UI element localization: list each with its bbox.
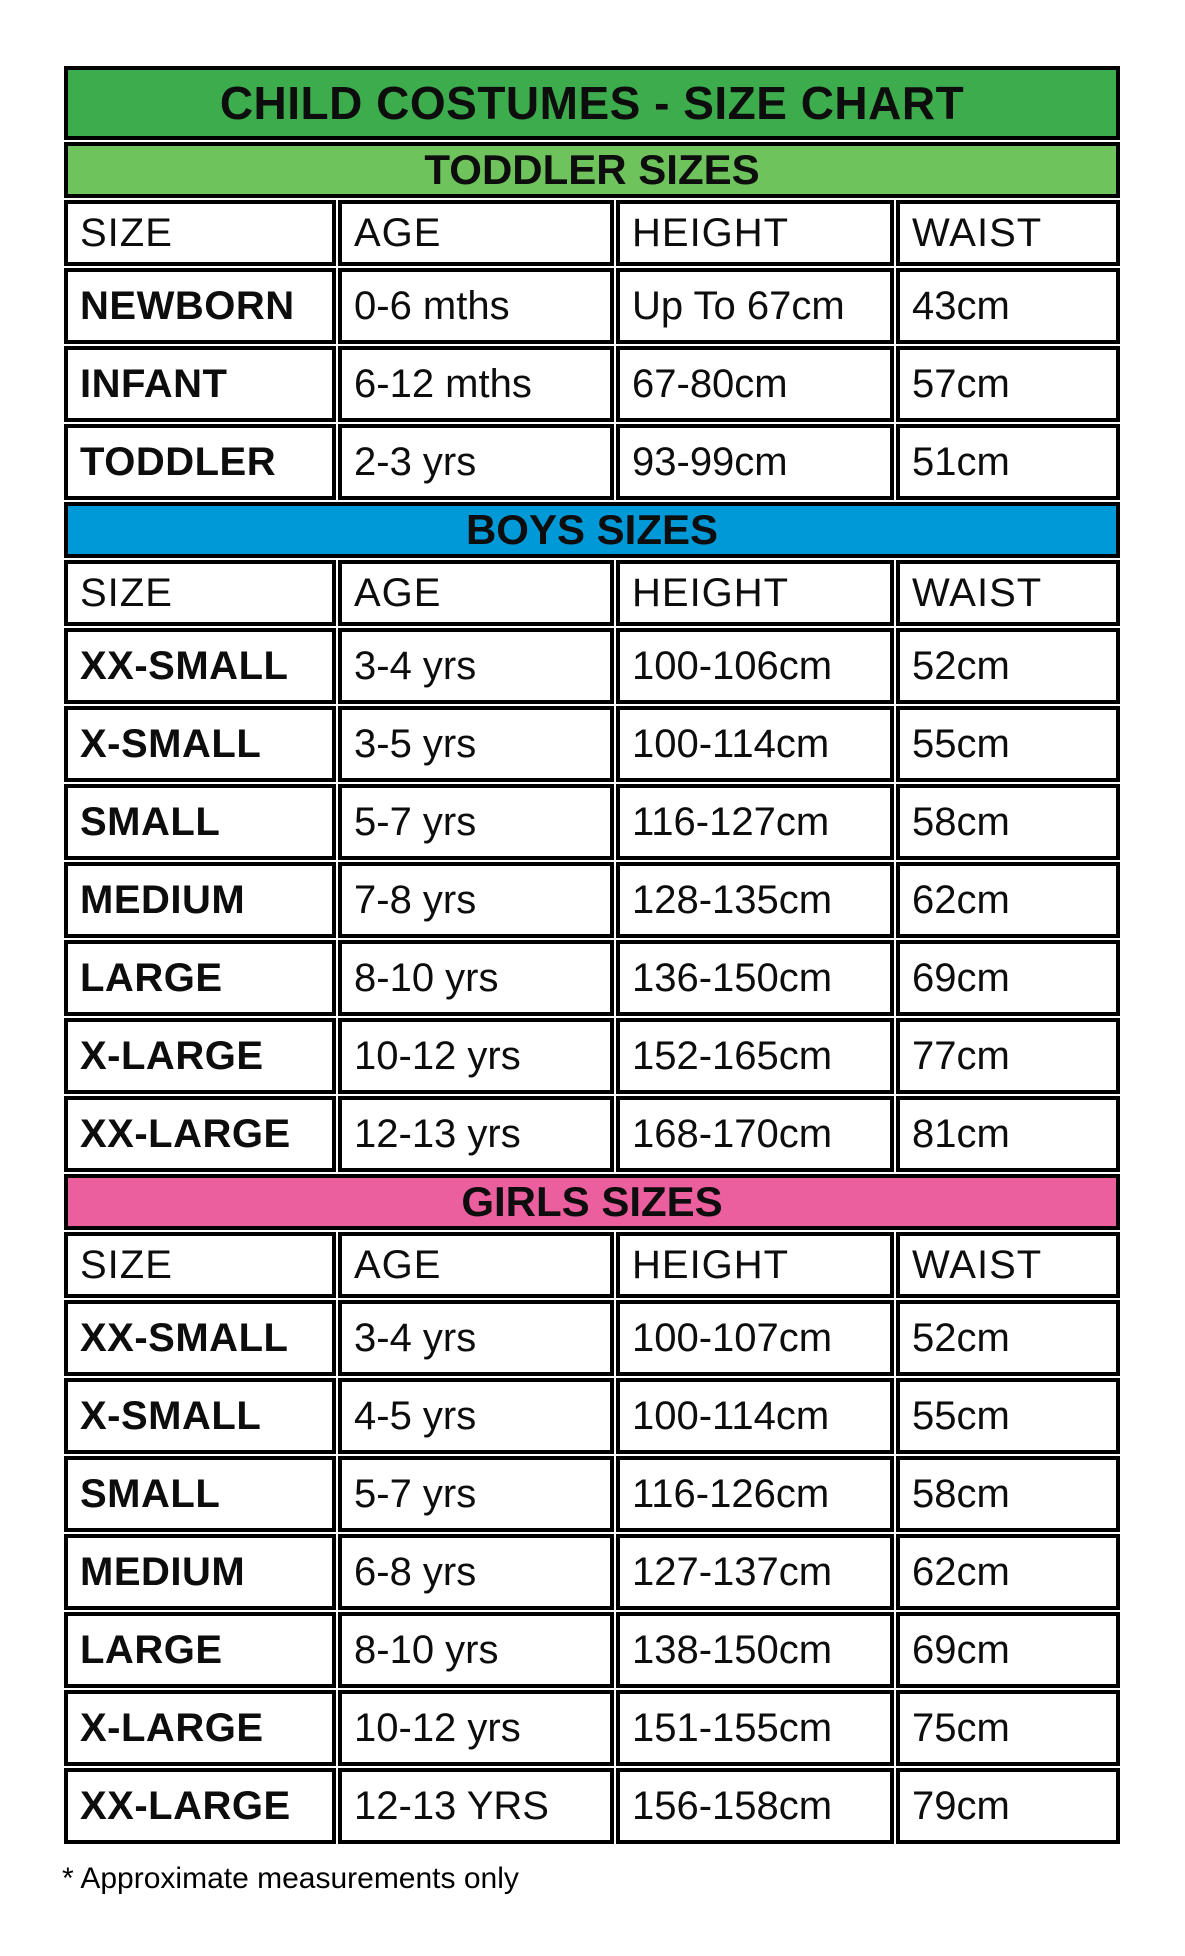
section-label-girls: GIRLS SIZES bbox=[64, 1174, 1120, 1230]
table-row bbox=[64, 424, 1120, 500]
size-cell: XX-LARGE bbox=[64, 1096, 336, 1172]
height-cell: 127-137cm bbox=[616, 1534, 894, 1610]
waist-cell: 62cm bbox=[896, 1534, 1120, 1610]
height-cell: 93-99cm bbox=[616, 424, 894, 500]
column-header-row bbox=[64, 1232, 1120, 1298]
column-header-waist: WAIST bbox=[896, 560, 1120, 626]
size-cell: TODDLER bbox=[64, 424, 336, 500]
height-cell: 138-150cm bbox=[616, 1612, 894, 1688]
table-row bbox=[64, 1456, 1120, 1532]
height-cell: 152-165cm bbox=[616, 1018, 894, 1094]
column-header-size: SIZE bbox=[64, 1232, 336, 1298]
age-cell: 4-5 yrs bbox=[338, 1378, 614, 1454]
table-row bbox=[64, 1300, 1120, 1376]
size-cell: SMALL bbox=[64, 1456, 336, 1532]
age-cell: 12-13 yrs bbox=[338, 1096, 614, 1172]
waist-cell: 75cm bbox=[896, 1690, 1120, 1766]
section-girls bbox=[64, 1174, 1120, 1844]
age-cell: 7-8 yrs bbox=[338, 862, 614, 938]
chart-title: CHILD COSTUMES - SIZE CHART bbox=[64, 66, 1120, 140]
age-cell: 8-10 yrs bbox=[338, 940, 614, 1016]
title-row bbox=[64, 66, 1120, 140]
age-cell: 2-3 yrs bbox=[338, 424, 614, 500]
table-row bbox=[64, 1768, 1120, 1844]
size-chart-table bbox=[62, 64, 1122, 1846]
table-row bbox=[64, 268, 1120, 344]
height-cell: 136-150cm bbox=[616, 940, 894, 1016]
waist-cell: 81cm bbox=[896, 1096, 1120, 1172]
column-header-row bbox=[64, 200, 1120, 266]
size-cell: INFANT bbox=[64, 346, 336, 422]
column-header-age: AGE bbox=[338, 1232, 614, 1298]
table-row bbox=[64, 1018, 1120, 1094]
size-cell: X-LARGE bbox=[64, 1690, 336, 1766]
table-row bbox=[64, 784, 1120, 860]
age-cell: 10-12 yrs bbox=[338, 1018, 614, 1094]
column-header-waist: WAIST bbox=[896, 1232, 1120, 1298]
size-cell: XX-SMALL bbox=[64, 628, 336, 704]
age-cell: 12-13 YRS bbox=[338, 1768, 614, 1844]
size-cell: XX-LARGE bbox=[64, 1768, 336, 1844]
size-cell: SMALL bbox=[64, 784, 336, 860]
table-row bbox=[64, 1096, 1120, 1172]
age-cell: 6-8 yrs bbox=[338, 1534, 614, 1610]
waist-cell: 79cm bbox=[896, 1768, 1120, 1844]
height-cell: 168-170cm bbox=[616, 1096, 894, 1172]
height-cell: 151-155cm bbox=[616, 1690, 894, 1766]
column-header-height: HEIGHT bbox=[616, 200, 894, 266]
table-row bbox=[64, 862, 1120, 938]
size-cell: X-LARGE bbox=[64, 1018, 336, 1094]
waist-cell: 55cm bbox=[896, 1378, 1120, 1454]
table-row bbox=[64, 346, 1120, 422]
section-band-row bbox=[64, 502, 1120, 558]
table-row bbox=[64, 1534, 1120, 1610]
height-cell: 156-158cm bbox=[616, 1768, 894, 1844]
age-cell: 8-10 yrs bbox=[338, 1612, 614, 1688]
column-header-age: AGE bbox=[338, 200, 614, 266]
waist-cell: 69cm bbox=[896, 1612, 1120, 1688]
section-label-boys: BOYS SIZES bbox=[64, 502, 1120, 558]
height-cell: 100-114cm bbox=[616, 1378, 894, 1454]
height-cell: 100-114cm bbox=[616, 706, 894, 782]
age-cell: 3-5 yrs bbox=[338, 706, 614, 782]
column-header-height: HEIGHT bbox=[616, 560, 894, 626]
waist-cell: 51cm bbox=[896, 424, 1120, 500]
waist-cell: 58cm bbox=[896, 1456, 1120, 1532]
height-cell: 67-80cm bbox=[616, 346, 894, 422]
age-cell: 5-7 yrs bbox=[338, 1456, 614, 1532]
height-cell: 116-126cm bbox=[616, 1456, 894, 1532]
section-toddler bbox=[64, 142, 1120, 500]
waist-cell: 52cm bbox=[896, 1300, 1120, 1376]
age-cell: 10-12 yrs bbox=[338, 1690, 614, 1766]
section-band-row bbox=[64, 1174, 1120, 1230]
section-band-row bbox=[64, 142, 1120, 198]
column-header-size: SIZE bbox=[64, 560, 336, 626]
size-cell: LARGE bbox=[64, 940, 336, 1016]
table-row bbox=[64, 1612, 1120, 1688]
size-cell: MEDIUM bbox=[64, 862, 336, 938]
age-cell: 3-4 yrs bbox=[338, 1300, 614, 1376]
height-cell: Up To 67cm bbox=[616, 268, 894, 344]
age-cell: 6-12 mths bbox=[338, 346, 614, 422]
table-row bbox=[64, 1378, 1120, 1454]
column-header-size: SIZE bbox=[64, 200, 336, 266]
waist-cell: 52cm bbox=[896, 628, 1120, 704]
waist-cell: 55cm bbox=[896, 706, 1120, 782]
size-cell: XX-SMALL bbox=[64, 1300, 336, 1376]
height-cell: 128-135cm bbox=[616, 862, 894, 938]
size-cell: X-SMALL bbox=[64, 706, 336, 782]
table-row bbox=[64, 940, 1120, 1016]
section-label-toddler: TODDLER SIZES bbox=[64, 142, 1120, 198]
size-cell: MEDIUM bbox=[64, 1534, 336, 1610]
waist-cell: 58cm bbox=[896, 784, 1120, 860]
age-cell: 5-7 yrs bbox=[338, 784, 614, 860]
title-section bbox=[64, 66, 1120, 140]
size-cell: NEWBORN bbox=[64, 268, 336, 344]
column-header-age: AGE bbox=[338, 560, 614, 626]
size-cell: X-SMALL bbox=[64, 1378, 336, 1454]
waist-cell: 57cm bbox=[896, 346, 1120, 422]
height-cell: 100-107cm bbox=[616, 1300, 894, 1376]
column-header-row bbox=[64, 560, 1120, 626]
table-row bbox=[64, 1690, 1120, 1766]
section-boys bbox=[64, 502, 1120, 1172]
table-row bbox=[64, 706, 1120, 782]
age-cell: 3-4 yrs bbox=[338, 628, 614, 704]
waist-cell: 77cm bbox=[896, 1018, 1120, 1094]
waist-cell: 69cm bbox=[896, 940, 1120, 1016]
table-row bbox=[64, 628, 1120, 704]
column-header-height: HEIGHT bbox=[616, 1232, 894, 1298]
size-cell: LARGE bbox=[64, 1612, 336, 1688]
column-header-waist: WAIST bbox=[896, 200, 1120, 266]
age-cell: 0-6 mths bbox=[338, 268, 614, 344]
height-cell: 116-127cm bbox=[616, 784, 894, 860]
waist-cell: 62cm bbox=[896, 862, 1120, 938]
footnote: * Approximate measurements only bbox=[62, 1862, 519, 1895]
height-cell: 100-106cm bbox=[616, 628, 894, 704]
waist-cell: 43cm bbox=[896, 268, 1120, 344]
